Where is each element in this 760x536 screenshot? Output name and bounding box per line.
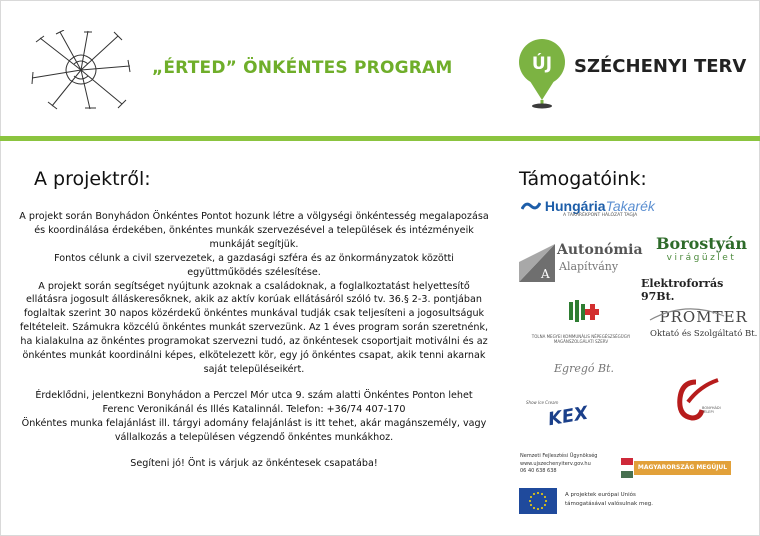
sponsor-elektroforras: Elektroforrás 97Bt.	[641, 277, 724, 303]
hungaria-name: Hungária	[544, 198, 606, 214]
sponsor-kommunalis	[524, 300, 638, 344]
hungaria-sub: A TAKARÉKPONT HÁLÓZAT TAGJA	[563, 213, 638, 218]
sponsor-crest	[666, 376, 724, 422]
nfu-line-2: www.ujszechenyiterv.gov.hu	[520, 460, 591, 467]
closing-line: Segíteni jó! Önt is várjuk az önkéntesek csapatába!	[130, 457, 378, 469]
sponsor-promter	[650, 308, 757, 339]
program-title: „ÉRTED” ÖNKÉNTES PROGRAM	[152, 58, 453, 78]
pin-label: ÚJ	[531, 54, 553, 74]
paragraph-3: A projekt során segítséget nyújtunk azoknak a családoknak, a foglalkoztatást helyettesítő ellátásra jogosult álláskeresőknek, akik az aktív korúak ellátásáról szóló tv. 36.§ 2-3. pontjában foglaltak szerint 30 napos közérdekű önkéntes munkával tudják csak teljesíteni a jogosultságuk feltételeit. Számukra közcélú önkéntes munkát szervezünk. Az 1 éves program során szeretnénk, ha kialakulna az önkéntes programokat szervezni tudó, az önkéntesek csoportjait motiválni és az önkéntes munkát koordinálni képes, elkötelezett kör, egy jó önkéntes csapat, akik tenni akarnak saját településeikért.	[19, 280, 489, 375]
project-heading: A projektről:	[34, 168, 151, 190]
hungaria-takarek: Takarék	[605, 198, 655, 214]
eu-flag-icon	[519, 488, 557, 514]
paragraph-1: A projekt során Bonyhádon Önkéntes Pontot hozunk létre a völgységi önkéntesség megalapozása és koordinálása érdekében, önkéntes munkák szervezésével a települések és intézményeik munkáját segítjük.	[19, 211, 489, 250]
contact-paragraph-2: Önkéntes munka felajánlást ill. tárgyi adomány felajánlást is itt tehet, akár magánszemély, vagy vállalkozás a településen végzendő önkéntes munkákhoz.	[21, 417, 487, 443]
magyarorszag-megujul-banner: MAGYARORSZÁG MEGÚJUL	[634, 461, 731, 475]
nfu-line-1: Nemzeti Fejlesztési Ügynökség	[520, 453, 598, 459]
project-description	[18, 210, 490, 470]
hands-logo-icon	[30, 30, 132, 110]
sponsor-egregio: Egregó Bt.	[554, 362, 615, 375]
autonomia-logo-icon	[519, 240, 555, 282]
nfu-line-3: 06 40 638 638	[520, 468, 557, 474]
autonomia-name: Autonómia	[557, 242, 643, 258]
crest-sub: BONYHÁDI TELEPI	[702, 406, 721, 414]
medical-cross-icon	[563, 300, 599, 328]
kommunalis-text: TOLNA MEGYEI KOMMUNÁLIS NÉPEGÉSZSÉGÜGYI MAGÁNSZOLGÁLATI SZERV	[531, 334, 631, 344]
crest-logo-icon	[666, 376, 724, 422]
sponsors-heading: Támogatóink:	[519, 168, 647, 190]
szechenyi-terv-title: SZÉCHENYI TERV	[574, 56, 747, 77]
paragraph-2: Fontos célunk a civil szervezetek, a gazdasági szféra és az önkormányzatok közötti együttműködés szélesítése.	[54, 252, 454, 278]
promter-sub: Oktató és Szolgáltató Bt.	[650, 329, 758, 339]
promter-swoosh-icon	[646, 306, 728, 328]
sponsor-autonomia	[519, 240, 643, 286]
hungarian-flag-icon	[621, 458, 633, 478]
eu-text-line-1: A projektek európai Uniós	[565, 492, 636, 498]
map-pin-icon	[516, 38, 568, 110]
hungaria-wave-icon	[521, 199, 541, 213]
kex-small-text: Show Ice Cream	[526, 400, 559, 405]
svg-text:A: A	[541, 267, 550, 281]
kex-name: KEX	[546, 402, 590, 431]
autonomia-sub: Alapítvány	[559, 260, 619, 273]
contact-paragraph-1: Érdeklődni, jelentkezni Bonyhádon a Perczel Mór utca 9. szám alatti Önkéntes Ponton lehet Ferenc Veronikánál és Illés Katalinnál. Telefon: +36/74 407-170	[35, 389, 473, 415]
eu-support-text	[565, 491, 653, 509]
eu-text-line-2: támogatásával valósulnak meg.	[565, 501, 653, 507]
sponsor-hungaria-takarek	[521, 198, 655, 218]
sponsor-borostyan	[656, 234, 747, 263]
green-divider	[0, 136, 760, 141]
borostyan-sub: virágüzlet	[666, 253, 737, 263]
nfu-block	[520, 453, 597, 476]
promter-name: PROMTER	[659, 308, 748, 326]
sponsor-kex	[526, 396, 590, 432]
borostyan-name: Borostyán	[656, 234, 747, 253]
